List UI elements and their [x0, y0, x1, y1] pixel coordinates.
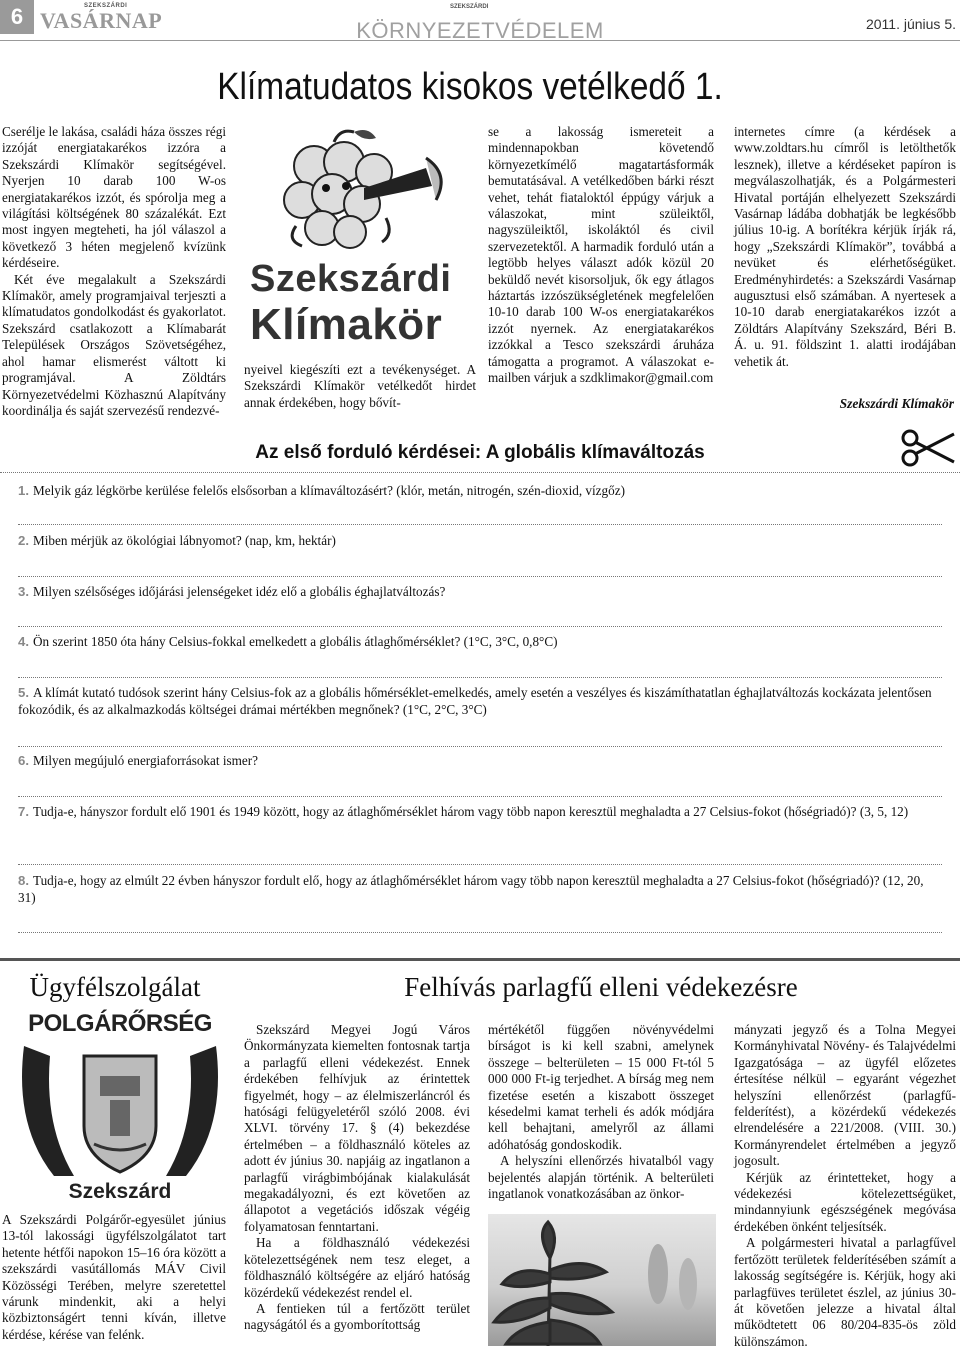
- article-paragraph: nyeivel kiegészíti ezt a tevékenységet. A Szekszárdi Klímakör vetélkedőt hirdet annak érdekében, hogy bővít-: [244, 362, 476, 410]
- ragweed-photo: [488, 1214, 716, 1346]
- article-paragraph: Cserélje le lakása, családi háza összes régi izzóját energiatakarékos izzóra a Szekszárdi Klímakör segítségével. Nyerjen 10 darab 100 W-os energiatakarékos izzót, és spórolja meg a világítási költségének 80 százalékát. Ezt most ingyen megteheti, ha jól válaszol a következő 3 héten megjelenő kvízünk kérdéseire.: [2, 124, 226, 271]
- question-number: 4.: [18, 634, 29, 649]
- ragweed-col-3: [734, 1022, 956, 1350]
- answer-line[interactable]: [18, 576, 942, 577]
- service-title: Ügyfélszolgálat: [29, 972, 201, 1002]
- article-col-1: [2, 124, 226, 419]
- article-paragraph: Két éve megalakult a Szekszárdi Klímakör, amely programjaival terjeszti a klímatudatos gondolkodást és gyakorlatot. Szekszárd csatlakozott a Klímabarát Települések Országos Szövetségéhez, ahol hamar elismerést váltott ki programjával. A Zöldtárs Környezetvédelmi Közhasznú Alapítvány koordinálja és saját szervezésű rendezvé-: [2, 271, 226, 418]
- page-number: 6: [0, 0, 34, 34]
- article-signature: Szekszárdi Klímakör: [839, 396, 954, 411]
- quiz-question: [18, 583, 942, 600]
- question-text: Melyik gáz légkörbe kerülése felelős elsősorban a klímaváltozásért? (klór, metán, nitrogén, szén-dioxid, vízgőz): [33, 483, 625, 498]
- quiz-question: [18, 532, 942, 549]
- question-text: A klímát kutató tudósok szerint hány Celsius-fok az a globális hőmérséklet-emelkedés, amely esetén a veszélyes és kiszámíthatatlan éghajlatváltozás kockázata jelentősen fokozódik, és az alkalmazkodás költségei drámai mértékben megnőnek? (1°C, 2°C, 3°C): [18, 685, 932, 717]
- question-number: 3.: [18, 584, 29, 599]
- section-divider: [0, 958, 960, 961]
- answer-line[interactable]: [18, 677, 942, 678]
- scissors-icon: [900, 428, 956, 468]
- question-text: Tudja-e, hányszor fordult elő 1901 és 1949 között, hogy az átlaghőmérséklet három vagy több napon keresztül meghaladta a 27 Celsius-fokot (hőségriadó)? (3, 5, 12): [33, 804, 909, 819]
- quiz-top-rule: [0, 472, 960, 473]
- answer-line[interactable]: [18, 796, 942, 797]
- issue-date: 2011. június 5.: [865, 16, 956, 32]
- answer-line[interactable]: [18, 932, 942, 933]
- logo-bottom-text: Szekszárd: [68, 1180, 172, 1203]
- ragweed-col-1: [244, 1022, 470, 1334]
- quiz-question: [18, 633, 942, 650]
- logo-line-1: Szekszárdi: [250, 258, 452, 300]
- article-paragraph: internetes címre (a kérdések a www.zoldtars.hu címről is letölthetők lesznek), illetve a kérdéseket papíron is megválaszolhatják, és a Polgármesteri Hivatal portáján elhelyezett Szekszárdi Vasárnap ládába dobhatják be legkésőbb július 10-ig. A borítékra kérjük írják rá, hogy „Szekszárdi Klímakör”, továbbá a nevüket és elérhetőségüket. Eredményhirdetés: a Szekszárdi Vasárnap augusztusi első számában. A nyertesek a 10-10 darab energiatakarékos izzót a Zöldtárs Alapítvány Szekszárd, Béri B. Á. u. 91. földszint 1. alatti irodájában vehetik át.: [734, 124, 956, 369]
- logo-top-text: POLGÁRŐRSÉG: [28, 1010, 212, 1037]
- polgarorseg-logo: [14, 1010, 226, 1210]
- service-text-col: [2, 1212, 226, 1343]
- header-rule: [0, 40, 960, 41]
- answer-line[interactable]: [18, 626, 942, 627]
- answer-line[interactable]: [18, 746, 942, 747]
- quiz-question: [18, 752, 942, 769]
- quiz-question: [18, 872, 942, 906]
- answer-line[interactable]: [18, 524, 942, 525]
- ragweed-paragraph: mányzati jegyző és a Tolna Megyei Kormányhivatal Növény- és Talajvédelmi Igazgatósága – az ügyfél előzetes értesítése nélkül – egyaránt végezhet helyszíni ellenőrzést (parlagfű-felderítést), a közérdekű védekezés elrendelésére a 221/2008. (VIII. 30.) Kormányrendelet értelmében a jegyző jogosult.: [734, 1022, 956, 1169]
- article-title: Klímatudatos kisokos vetélkedő 1.: [217, 66, 723, 108]
- klimakor-logo: [236, 128, 480, 354]
- question-text: Ön szerint 1850 óta hány Celsius-fokkal emelkedett a globális átlaghőmérséklet? (1°C, 3°C, 0,8°C): [33, 634, 558, 649]
- quiz-question: [18, 803, 942, 820]
- ragweed-plant-icon: [488, 1214, 716, 1346]
- ragweed-paragraph: mértékétől függően növényvédelmi bírságot is ki kell szabni, amelynek összege – belterületen – 15 000 Ft-tól 5 000 000 Ft-ig terjedhet. A bírság meg nem fizetése esetén a kiszabott összeget késedelmi kamat terheli és adók módjára kell behajtani, amelyről az állami adóhatóság gondoskodik.: [488, 1022, 714, 1152]
- brand-top: SZEKSZÁRDI: [84, 3, 128, 9]
- logo-line-2: Klímakör: [250, 300, 443, 349]
- answer-line[interactable]: [18, 864, 942, 865]
- ragweed-paragraph: Ha a földhasználó védekezési kötelezettségének nem tesz eleget, a földhasználó költségére az eljáró hatóság közérdekű védekezést rendel el.: [244, 1235, 470, 1300]
- quiz-question: [18, 482, 942, 499]
- question-number: 1.: [18, 483, 29, 498]
- ragweed-paragraph: Kérjük az érintetteket, hogy a védekezési kötelezettségüket, mindannyiunk egészségének megóvása érdekében önként teljesítsék.: [734, 1169, 956, 1234]
- hands-shield-icon: [14, 1036, 226, 1186]
- ragweed-paragraph: A helyszíni ellenőrzés hivatalból vagy bejelentés alapján történik. A belterületi ingatlanok vonatkozásában az önkor-: [488, 1153, 714, 1202]
- ragweed-col-2: [488, 1022, 714, 1202]
- ragweed-paragraph: A fentieken túl a fertőzött terület nagyságától és a gyomborítottság: [244, 1300, 470, 1333]
- article-col-3: [488, 124, 714, 387]
- article-paragraph: se a lakosság ismereteit a mindennapokban követendő környezetkímélő magatartásformák bemutatásával. A vetélkedőben bárki részt vehet, tehát fiataloktól éppúgy várjuk a válaszokat, mint szüleiktől, nagyszüleiktől, iskoláktól és civil szervezetektől. A harmadik forduló után a legtöbb helyes választ adók közül 20 beküldő nevét kisorsoljuk, ők egy átlagos háztartás izzószükségletének megfelelően 10-10 darab 100 W-os energiatakarékos izzót nyernek. Az energiatakarékos izzókkal a Tesco szekszárdi áruháza támogatta a programot. A válaszokat e-mailben várjuk a szdklimakor@gmail.com: [488, 124, 714, 386]
- question-number: 8.: [18, 873, 29, 888]
- question-number: 2.: [18, 533, 29, 548]
- question-number: 5.: [18, 685, 29, 700]
- quiz-title: Az első forduló kérdései: A globális klímaváltozás: [255, 442, 705, 463]
- ragweed-paragraph: A polgármesteri hivatal a parlagfűvel fertőzött területek felderítésében számít a lakosság segítségére is. Kérjük, hogy aki parlagfüves területet észlel, az június 30-át követően jelezze a hivatal által működtetett 06 80/204-835-ös zöld különszámon.: [734, 1235, 956, 1349]
- question-text: Milyen szélsőséges időjárási jelenségeket idéz elő a globális éghajlatváltozás?: [33, 584, 446, 599]
- brand-logo: VASÁRNAP: [40, 8, 163, 33]
- question-text: Milyen megújuló energiaforrásokat ismer?: [33, 753, 258, 768]
- question-text: Miben mérjük az ökológiai lábnyomot? (nap, km, hektár): [33, 533, 336, 548]
- ragweed-paragraph: Szekszárd Megyei Jogú Város Önkormányzata kiemelten fontosnak tartja a parlagfű elleni védekezést. Ennek érdekében felhívjuk az érintettek figyelmét, hogy – az élelmiszerláncról és hatósági felügyeletéről szóló 2008. évi XLVI. törvény 17. § (4) bekezdése értelmében – a földhasználó köteles az adott év június 30. napjáig az ingatlanon a parlagfű virágbimbójának kialakulását megakadályozni, és ezt követően az állapotot a vegetációs időszak végéig folyamatosan fenntartani.: [244, 1022, 470, 1234]
- article-col-4: [734, 124, 956, 370]
- question-number: 6.: [18, 753, 29, 768]
- service-paragraph: A Szekszárdi Polgárőr-egyesület június 13-tól lakossági ügyfélszolgálatot tart hetente hétfői napokon 15–16 óra között a szekszárdi vasútállomás MÁV Civil Közösségi Terében, melyre szeretettel várunk mindenkit, aki a helyi közbiztonságért tenni kíván, illetve kérdése, kérése van felénk.: [2, 1212, 226, 1342]
- question-text: Tudja-e, hogy az elmúlt 22 évben hányszor fordult elő, hogy az átlaghőmérséklet három vagy több napon keresztül meghaladta a 27 Celsius-fokot (hőségriadó)? (12, 20, 31): [18, 873, 924, 905]
- ragweed-title: Felhívás parlagfű elleni védekezésre: [404, 972, 798, 1002]
- section-title: KÖRNYEZETVÉDELEM: [356, 18, 604, 43]
- question-number: 7.: [18, 804, 29, 819]
- article-col-2: [244, 362, 476, 411]
- section-top: SZEKSZÁRDI: [450, 4, 489, 10]
- quiz-question: [18, 684, 942, 718]
